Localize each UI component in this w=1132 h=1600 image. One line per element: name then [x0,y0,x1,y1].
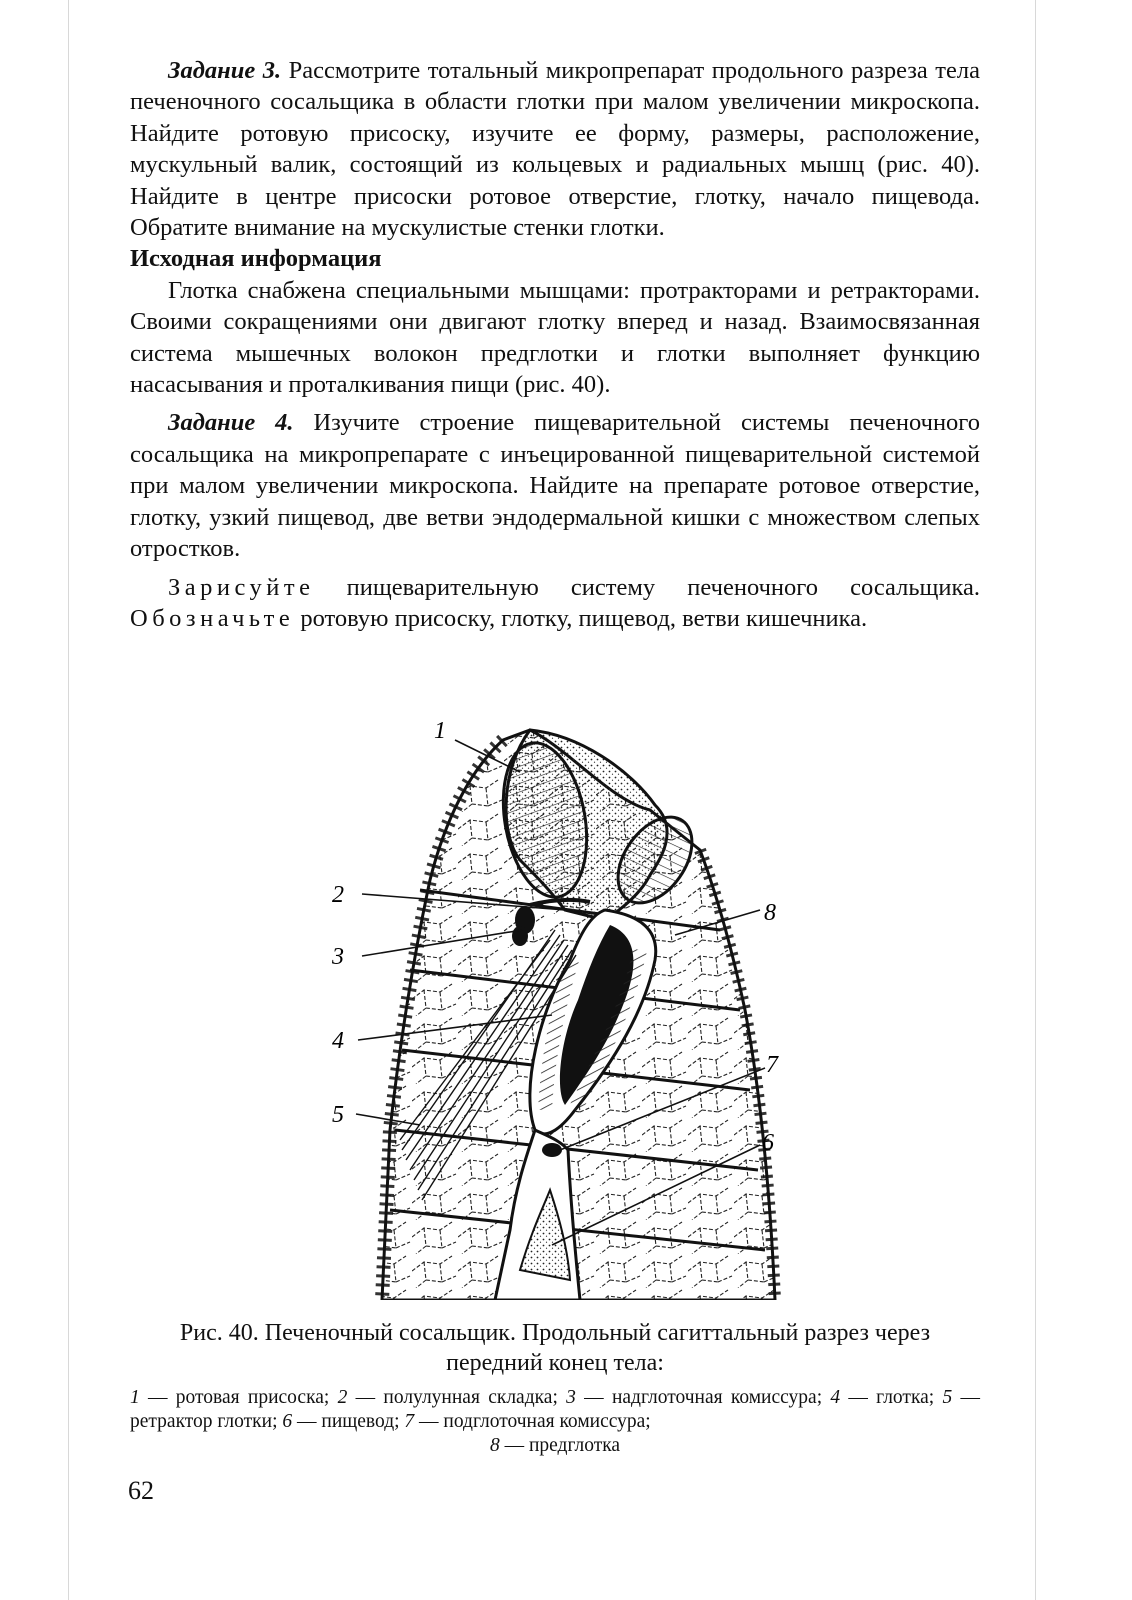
draw-paragraph [130,572,980,635]
legend-num: 6 [282,1411,293,1432]
legend-num: 8 [489,1435,500,1456]
figure-label-6: 6 [762,1130,774,1156]
task4-label: Задание 4. [168,409,294,437]
draw-verb-2: Обозначьте [130,604,295,632]
legend-num: 2 [337,1387,348,1408]
task4-paragraph [130,407,980,564]
draw-text-1: пищеварительную систему печеночного сосальщика. [314,573,980,601]
figure-40-illustration [320,710,820,1300]
task3-paragraph [130,55,980,243]
legend-num: 3 [566,1387,576,1408]
legend-last-line [130,1434,980,1458]
page-number: 62 [128,1476,154,1505]
info-heading: Исходная информация [130,245,382,273]
task4-text: Изучите строение пищеварительной системы печеночного сосальщика на микропрепарате с инъецированной пищеварительной системой при малом увеличении микроскопа. Найдите на препарате ротовое отверстие, глотку, узкий пищевод, две ветви эндодермальной кишки с множеством слепых отростков. [130,409,980,563]
body-text [130,55,980,634]
figure-label-2: 2 [332,882,344,908]
figure-caption: Рис. 40. Печеночный сосальщик. Продольный сагиттальный разрез через передний конец тела: [179,1320,931,1376]
legend-text: — подглоточная комиссура; [414,1411,651,1432]
legend-text: — надглоточная комиссура; [575,1387,831,1408]
legend-text: — предглотка [499,1435,621,1456]
figure-label-3: 3 [332,944,344,970]
figure-label-5: 5 [332,1102,344,1128]
draw-verb-1: Зарисуйте [168,573,315,601]
figure-legend [130,1386,980,1458]
figure-label-7: 7 [766,1052,778,1078]
legend-num: 7 [404,1411,415,1432]
legend-text: — пищевод; [292,1411,405,1432]
legend-text: — глотка; [840,1387,943,1408]
legend-num: 5 [942,1387,953,1408]
task3-text: Рассмотрите тотальный микропрепарат продольного разреза тела печеночного сосальщика в области глотки при малом увеличении микроскопа. Найдите ротовую присоску, изучите ее форму, размеры, расположение, мускульный валик, состоящий из кольцевых и радиальных мышц (рис. 40). Найдите в центре присоски ротовое отверстие, глотку, начало пищевода. Обратите внимание на мускулистые стенки глотки. [130,57,980,242]
task3-label: Задание 3. [168,57,282,84]
legend-num: 4 [830,1387,841,1408]
draw-text-2: ротовую присоску, глотку, пищевод, ветви кишечника. [294,604,868,632]
figure-label-1: 1 [434,718,446,744]
legend-text: — ретрактор глотки; [130,1387,980,1432]
info-paragraph: Глотка снабжена специальными мышцами: протракторами и ретракторами. Своими сокращениями они двигают глотку вперед и назад. Взаимосвязанная система мышечных волокон предглотки и глотки выполняет функцию насасывания и проталкивания пищи (рис. 40). [130,276,980,399]
figure-label-4: 4 [332,1028,344,1054]
figure-label-8: 8 [764,900,776,926]
legend-text: — полулунная складка; [347,1387,567,1408]
legend-num: 1 [130,1387,140,1408]
legend-text: — ротовая присоска; [139,1387,338,1408]
